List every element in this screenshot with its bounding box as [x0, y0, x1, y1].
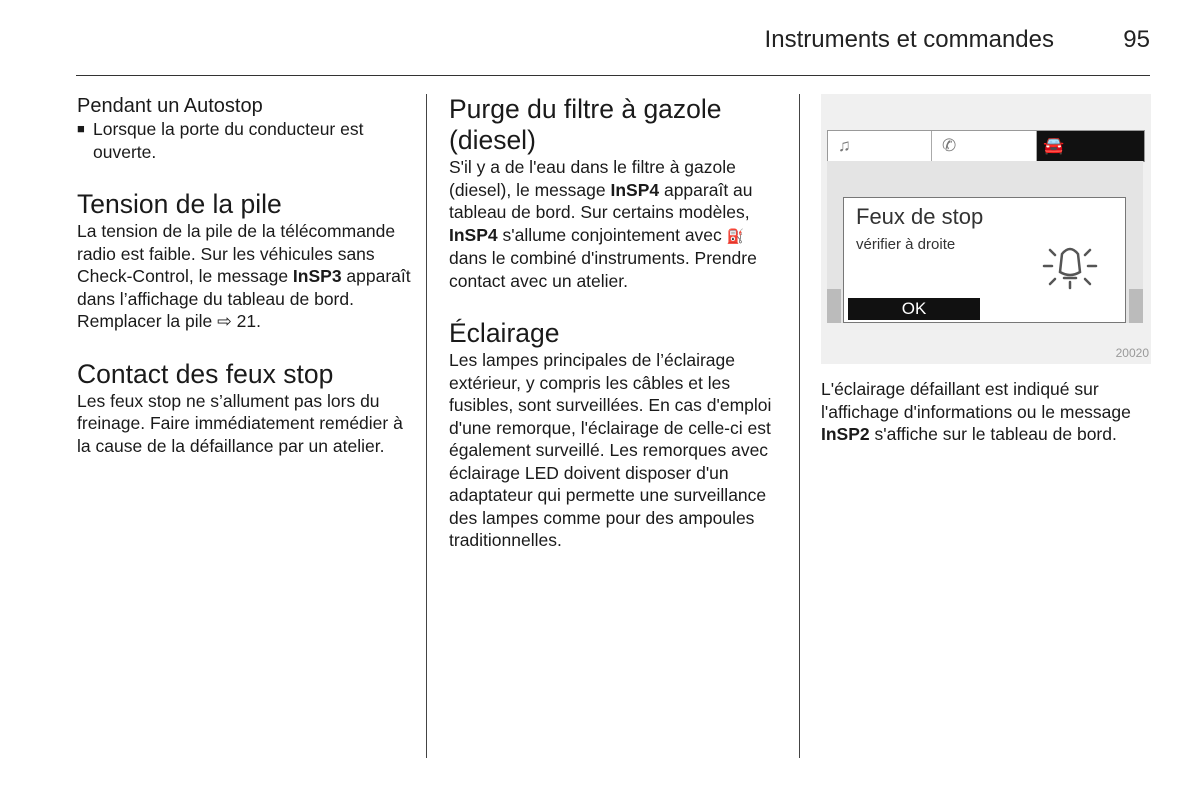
purge-text-2: apparaît au tableau de bord. Sur certains modèles, — [449, 179, 753, 222]
car-icon: 🚘 — [1043, 136, 1065, 155]
bullet-text: Lorsque la porte du conducteur est ouverte. — [93, 119, 364, 162]
music-icon: ♫ — [838, 136, 851, 155]
page-reference-icon: ⇨ — [217, 311, 232, 331]
page-reference[interactable]: 21. — [236, 311, 261, 331]
display-tabs — [827, 130, 1145, 162]
scroll-left-indicator — [827, 289, 841, 323]
scroll-right-indicator — [1129, 289, 1143, 323]
column-2 — [449, 94, 781, 552]
header-divider — [76, 75, 1150, 76]
column-1 — [77, 94, 411, 457]
caption-text-1: L'éclairage défaillant est indiqué sur l'affichage d'informations ou le message — [821, 379, 1131, 422]
section-title: Instruments et commandes — [764, 26, 1054, 53]
purge-heading: Purge du filtre à gazole (diesel) — [449, 94, 722, 155]
purge-text-3: s'allume conjointement avec — [497, 224, 727, 245]
purge-text-1: S'il y a de l'eau dans le filtre à gazole (diesel), le message — [449, 157, 736, 200]
tension-text-1: La tension de la pile de la télécommande radio est faible. Sur les véhicules sans Check-Control, le message — [77, 221, 396, 286]
eclairage-heading: Éclairage — [449, 318, 560, 348]
tension-text-2: apparaît dans l’affichage du tableau de bord. Remplacer la pile — [77, 266, 411, 331]
page-number: 95 — [1123, 26, 1150, 53]
column-divider-2 — [799, 94, 800, 758]
autostop-heading: Pendant un Autostop — [77, 95, 263, 117]
bullet-mark: ■ — [77, 121, 85, 136]
feux-heading: Contact des feux stop — [77, 358, 334, 389]
display-figure — [821, 94, 1151, 364]
phone-icon: ✆ — [942, 136, 957, 155]
caption-text-2: s'affiche sur le tableau de bord. — [869, 424, 1117, 444]
column-3 — [821, 94, 1151, 446]
insp2-code: InSP2 — [821, 424, 870, 444]
insp4-code: InSP4 — [610, 179, 660, 200]
bullet-item — [77, 118, 411, 163]
feux-paragraph: Les feux stop ne s’allument pas lors du freinage. Faire immédiatement remédier à la cause de la défaillance par un atelier. — [77, 390, 403, 456]
ok-button[interactable]: OK — [848, 298, 980, 320]
tension-paragraph — [77, 220, 411, 333]
page-header — [76, 26, 1150, 56]
column-divider-1 — [426, 94, 427, 758]
fuel-filter-icon: ⛽ — [726, 227, 745, 244]
insp4-code-2: InSP4 — [449, 224, 498, 245]
display-screen — [827, 161, 1143, 323]
eclairage-paragraph: Les lampes principales de l’éclairage extérieur, y compris les câbles et les fusibles, sont surveillées. En cas d'emploi d'une remorque, l'éclairage de celle-ci est également surveillé. Les remorques avec éclairage LED doivent disposer d'un adaptateur qui permette une surveillance des lampes comme pour des ampoules traditionnelles. — [449, 350, 772, 550]
purge-paragraph — [449, 156, 781, 292]
tension-heading: Tension de la pile — [77, 189, 282, 219]
lamp-warning-icon — [1040, 242, 1100, 292]
figure-number: 20020 — [1115, 346, 1149, 360]
message-title: Feux de stop — [856, 204, 984, 229]
tab-audio — [828, 131, 932, 161]
insp3-code: InSP3 — [292, 266, 342, 286]
message-subtitle: vérifier à droite — [856, 236, 956, 253]
figure-caption — [821, 378, 1151, 446]
tab-phone — [932, 131, 1037, 161]
tab-vehicle — [1037, 131, 1144, 161]
warning-message-box — [843, 197, 1126, 323]
purge-text-4: dans le combiné d'instruments. Prendre contact avec un atelier. — [449, 248, 757, 291]
